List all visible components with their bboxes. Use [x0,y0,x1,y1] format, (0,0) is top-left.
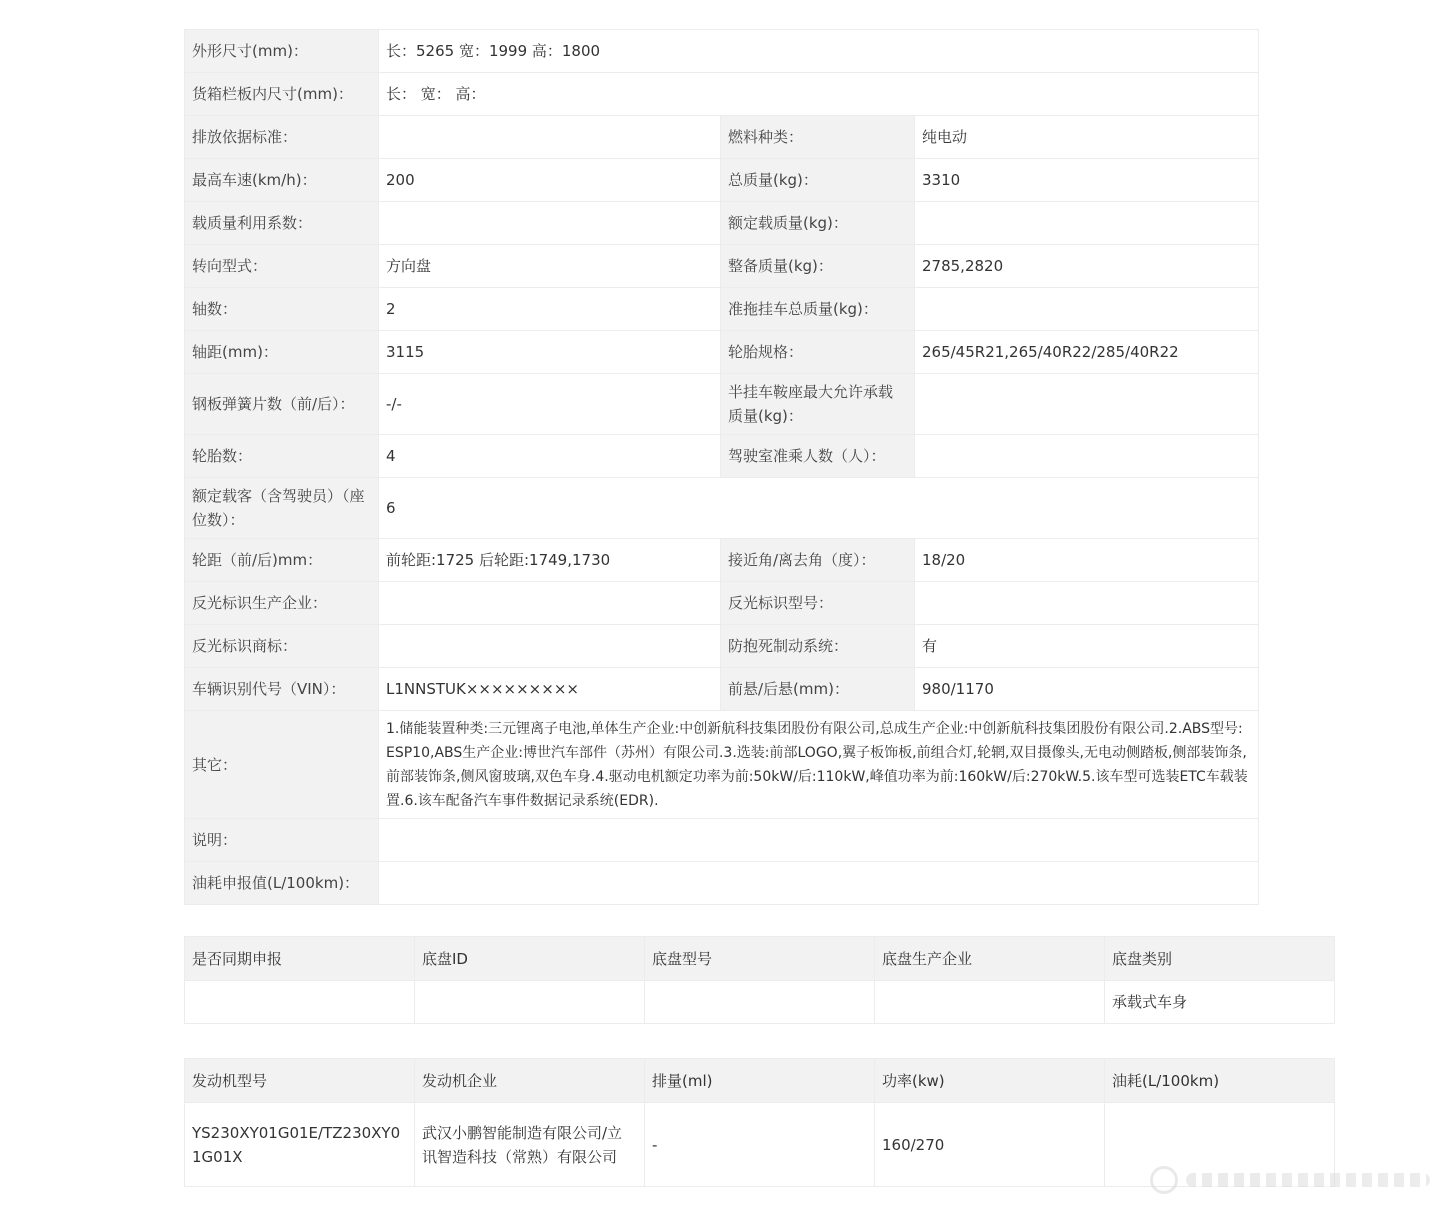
table-header-row [185,937,1335,981]
table-row [185,539,1259,582]
spec-label: 反光标识生产企业： [185,582,379,625]
chassis-table [184,936,1335,1024]
table-row [185,711,1259,819]
spec-label: 额定载客（含驾驶员）（座位数）： [185,478,379,539]
table-cell [185,981,415,1024]
spec-label: 总质量(kg)： [721,159,915,202]
spec-value: -/- [379,374,721,435]
table-row [185,625,1259,668]
spec-value: 6 [379,478,1259,539]
table-header-row [185,1059,1335,1103]
table-row [185,981,1335,1024]
table-cell: 承载式车身 [1105,981,1335,1024]
column-header: 功率(kw) [875,1059,1105,1103]
spec-label: 油耗申报值(L/100km)： [185,862,379,905]
table-row [185,245,1259,288]
table-row [185,862,1259,905]
spec-value: 200 [379,159,721,202]
table-row [185,374,1259,435]
spec-label: 轴距(mm)： [185,331,379,374]
spec-label: 反光标识型号： [721,582,915,625]
spec-value [915,202,1259,245]
column-header: 发动机企业 [415,1059,645,1103]
spec-value [915,374,1259,435]
spec-label: 驾驶室准乘人数（人）： [721,435,915,478]
spec-label: 转向型式： [185,245,379,288]
watermark-text-graphic [1186,1173,1430,1187]
column-header: 是否同期申报 [185,937,415,981]
table-row [185,668,1259,711]
spec-value [915,288,1259,331]
spec-value [379,819,1259,862]
spec-value: L1NNSTUK××××××××× [379,668,721,711]
spec-value [379,625,721,668]
table-row [185,202,1259,245]
column-header: 排量(ml) [645,1059,875,1103]
table-cell [645,981,875,1024]
spec-label: 准拖挂车总质量(kg)： [721,288,915,331]
spec-value: 265/45R21,265/40R22/285/40R22 [915,331,1259,374]
spec-label: 钢板弹簧片数（前/后）： [185,374,379,435]
spec-label: 接近角/离去角（度）： [721,539,915,582]
spec-label: 车辆识别代号（VIN）： [185,668,379,711]
column-header: 油耗(L/100km) [1105,1059,1335,1103]
spec-label: 最高车速(km/h)： [185,159,379,202]
column-header: 发动机型号 [185,1059,415,1103]
table-row [185,73,1259,116]
spec-value: 前轮距:1725 后轮距:1749,1730 [379,539,721,582]
table-row [185,288,1259,331]
spec-label: 轮距（前/后)mm： [185,539,379,582]
spec-value: 3310 [915,159,1259,202]
table-row [185,435,1259,478]
column-header: 底盘ID [415,937,645,981]
table-row [185,819,1259,862]
table-row [185,331,1259,374]
table-cell [415,981,645,1024]
spec-value: 方向盘 [379,245,721,288]
spec-label: 轮胎数： [185,435,379,478]
spec-value-notes: 1.储能装置种类:三元锂离子电池,单体生产企业:中创新航科技集团股份有限公司,总成生产企业:中创新航科技集团股份有限公司.2.ABS型号:ESP10,ABS生产企业:博世汽车部件（苏州）有限公司.3.选装:前部LOGO,翼子板饰板,前组合灯,轮辋,双目摄像头,无电动侧踏板,侧部装饰条,前部装饰条,侧风窗玻璃,双色车身.4.驱动电机额定功率为前:50kW/后:110kW,峰值功率为前:160kW/后:270kW.5.该车型可选装ETC车载装置.6.该车配备汽车事件数据记录系统(EDR). [379,711,1259,819]
spec-value [379,862,1259,905]
table-row [185,30,1259,73]
spec-value [379,116,721,159]
table-row [185,582,1259,625]
spec-label: 整备质量(kg)： [721,245,915,288]
table-cell: 160/270 [875,1103,1105,1187]
watermark-logo-icon [1150,1166,1178,1194]
spec-label: 其它： [185,711,379,819]
spec-label: 防抱死制动系统： [721,625,915,668]
spec-value: 纯电动 [915,116,1259,159]
spec-value: 2785,2820 [915,245,1259,288]
table-row [185,159,1259,202]
spec-label: 前悬/后悬(mm)： [721,668,915,711]
spec-label: 外形尺寸(mm)： [185,30,379,73]
spec-value: 4 [379,435,721,478]
column-header: 底盘型号 [645,937,875,981]
spec-label: 轴数： [185,288,379,331]
spec-value [915,582,1259,625]
spec-value [379,202,721,245]
spec-value [379,582,721,625]
table-cell [875,981,1105,1024]
spec-value: 3115 [379,331,721,374]
spec-label: 货箱栏板内尺寸(mm)： [185,73,379,116]
spec-label: 额定载质量(kg)： [721,202,915,245]
spec-label: 半挂车鞍座最大允许承载质量(kg)： [721,374,915,435]
spec-value: 有 [915,625,1259,668]
spec-value: 2 [379,288,721,331]
spec-value [915,435,1259,478]
spec-label: 燃料种类： [721,116,915,159]
spec-label: 排放依据标准： [185,116,379,159]
spec-value: 18/20 [915,539,1259,582]
table-row [185,478,1259,539]
spec-label: 载质量利用系数： [185,202,379,245]
table-cell: YS230XY01G01E/TZ230XY01G01X [185,1103,415,1187]
spec-label: 反光标识商标： [185,625,379,668]
column-header: 底盘生产企业 [875,937,1105,981]
table-cell: 武汉小鹏智能制造有限公司/立讯智造科技（常熟）有限公司 [415,1103,645,1187]
table-row [185,116,1259,159]
spec-label: 说明： [185,819,379,862]
watermark [1150,1160,1430,1200]
column-header: 底盘类别 [1105,937,1335,981]
spec-value: 长： 宽： 高： [379,73,1259,116]
spec-value: 长：5265 宽：1999 高：1800 [379,30,1259,73]
vehicle-spec-table [184,29,1259,905]
table-cell: - [645,1103,875,1187]
spec-value: 980/1170 [915,668,1259,711]
spec-label: 轮胎规格： [721,331,915,374]
